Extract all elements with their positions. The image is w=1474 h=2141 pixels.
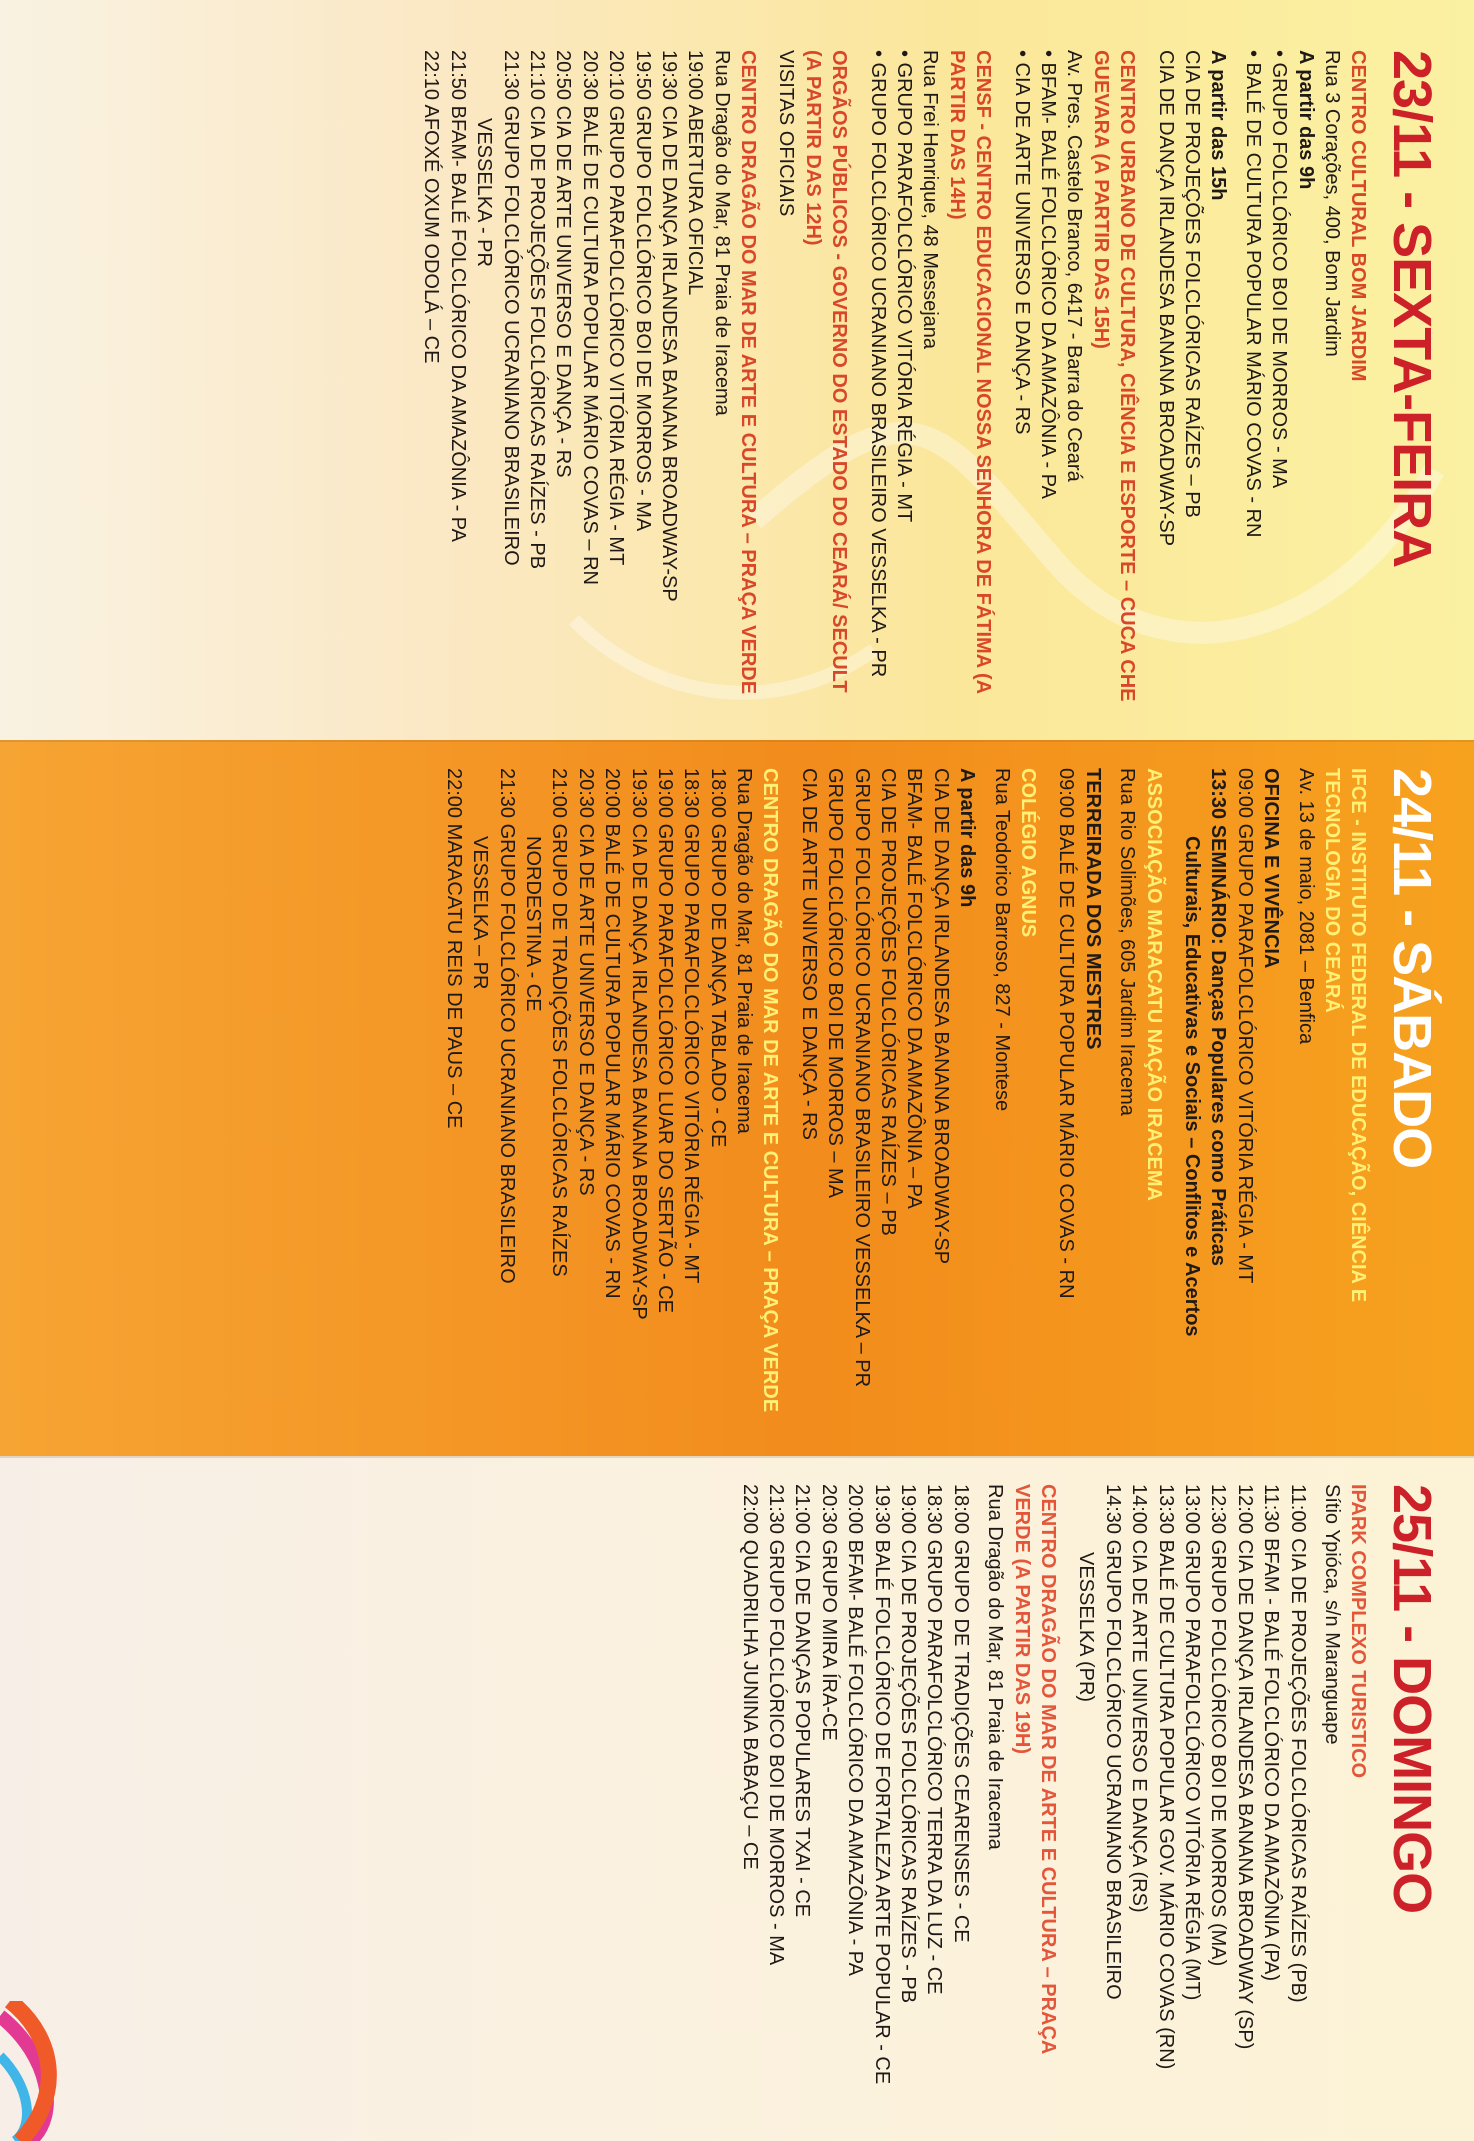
venue-heading: CENTRO DRAGÃO DO MAR DE ARTE E CULTURA – PRAÇA VERDE [759,768,782,1413]
panel-sunday [0,1456,1474,2141]
schedule-line: 20:30 CIA DE ARTE UNIVERSO E DANÇA - RS [574,768,597,1196]
schedule-line: 18:00 GRUPO DE DANÇA TABLADO - CE [706,768,729,1148]
venue-section [1053,768,1167,1440]
venue-heading: COLÉGIO AGNUS [1017,768,1040,938]
day-title: 25/11 - DOMINGO [1382,1484,1442,1914]
panel-saturday [0,740,1474,1456]
schedule-line: 12:00 CIA DE DANÇA IRLANDESA BANANA BROADWAY (SP) [1233,1484,1256,2050]
schedule-line: 11:00 CIA DE PROJEÇÕES FOLCLÓRICAS RAÍZES (PB) [1286,1484,1309,2003]
schedule-line: 21:30 GRUPO FOLCLÓRICO UCRANIANO BRASILEIRO [495,768,518,1284]
venue-heading: CENSF - CENTRO EDUCACIONAL NOSSA SENHORA DE FÁTIMA (A PARTIR DAS 14H) [945,50,995,694]
schedule-line: 18:30 GRUPO PARAFOLCLÓRICO TERRA DA LUZ - CE [923,1484,946,1995]
schedule-line: Rua Dragão do Mar, 81 Praia de Iracema [710,50,733,416]
venue-heading: ASSOCIAÇÃO MARACATU NAÇÃO IRACEMA [1142,768,1165,1201]
schedule-line: • BFAM- BALÉ FOLCLÓRICO DA AMAZÔNIA - PA [1037,50,1060,499]
schedule-sections [418,50,1371,710]
schedule-line: A partir das 15h [1207,50,1230,201]
schedule-line: CIA DE PROJEÇÕES FOLCLÓRICAS RAÍZES – PB [877,768,900,1236]
spacer [1284,768,1292,1440]
venue-heading: IPARK COMPLEXO TURISTICO [1347,1484,1370,1779]
venue-section [1179,768,1372,1440]
venue-section [796,768,1042,1440]
schedule-line: CIA DE DANÇA IRLANDESA BANANA BROADWAY-SP [1154,50,1177,547]
schedule-line: Rua Dragão do Mar, 81 Praia de Iracema [733,768,756,1134]
schedule-line: 11:30 BFAM - BALÉ FOLCLÓRICO DA AMAZÔNIA (PA) [1260,1484,1283,1982]
venue-section [418,50,761,710]
fold-line [0,740,1474,742]
schedule-sections [736,1484,1371,2124]
schedule-line: 22:00 MARACATU REIS DE PAUS – CE [442,768,465,1129]
schedule-line: 21:00 GRUPO DE TRADIÇÕES FOLCLÓRICAS RAÍZES [548,768,571,1277]
spacer [1311,1484,1319,2124]
schedule-sections [440,768,1371,1440]
schedule-line: 18:30 GRUPO PARAFOLCLÓRICO VITÓRIA RÉGIA - MT [680,768,703,1284]
panel-sunday-content [20,1484,1440,2124]
schedule-line: GRUPO FOLCLÓRICO UCRANIANO BRASILEIRO VESSELKA – PR [850,768,873,1388]
schedule-line: Rua 3 Corações, 400, Bom Jardim [1320,50,1343,357]
schedule-line: 22:00 QUADRILHA JUNINA BABAÇU – CE [738,1484,761,1870]
venue-heading: IFCE - INSTITUTO FEDERAL DE EDUCAÇÃO, CIÊNCIA E TECNOLOGIA DO CEARÁ [1320,768,1370,1303]
schedule-line: A partir das 9h [1294,50,1317,190]
schedule-line: BFAM- BALÉ FOLCLÓRICO DA AMAZÔNIA – PA [903,768,926,1209]
venue-heading: CENTRO DRAGÃO DO MAR DE ARTE E CULTURA – PRAÇA VERDE (A PARTIR DAS 19H) [1010,1484,1060,2054]
schedule-line: VESSELKA - PR [473,118,496,267]
schedule-line: 20:30 GRUPO MIRA ÍRA-CE [817,1484,840,1741]
panel-friday-content [20,50,1440,710]
schedule-line: TERREIRADA DOS MESTRES [1081,768,1104,1050]
schedule-line: CIA DE DANÇA IRLANDESA BANANA BROADWAY-SP [929,768,952,1265]
schedule-line: 09:00 BALÉ DE CULTURA POPULAR MÁRIO COVAS - RN [1055,768,1078,1299]
schedule-line: 20:00 BALÉ DE CULTURA POPULAR MÁRIO COVAS - RN [601,768,624,1299]
schedule-line: 19:30 BALÉ FOLCLÓRICO DE FORTALEZA ARTE POPULAR - CE [870,1484,893,2085]
schedule-line: 20:10 GRUPO PARAFOLCLÓRICO VITÓRIA RÉGIA - MT [605,50,628,566]
schedule-line: Rua Teodorico Barroso, 827 - Montese [990,768,1013,1112]
venue-section [1152,50,1371,710]
schedule-line: 21:10 CIA DE PROJEÇÕES FOLCLÓRICAS RAÍZES - PB [525,50,548,570]
schedule-line: 19:00 GRUPO PARAFOLCLÓRICO LUAR DO SERTÃO - CE [653,768,676,1313]
schedule-line: OFICINA E VIVÊNCIA [1260,768,1283,969]
schedule-line: Av. 13 de maio, 2081 – Benfica [1294,768,1317,1045]
venue-heading: ORGÃOS PÚBLICOS - GOVERNO DO ESTADO DO CEARÁ/ SECULT (A PARTIR DAS 12H) [801,50,851,693]
schedule-line: VISITAS OFICIAIS [775,50,798,217]
venue-section [440,768,783,1440]
day-title: 23/11 - SEXTA-FEIRA [1382,50,1442,568]
schedule-line: • GRUPO FOLCLÓRICO UCRANIANO BRASILEIRO VESSELKA - PR [866,50,889,678]
schedule-line: 13:30 SEMINÁRIO: Danças Populares como Práticas [1207,768,1230,1266]
schedule-line: • BALÉ DE CULTURA POPULAR MÁRIO COVAS - RN [1241,50,1264,538]
schedule-line: • GRUPO PARAFOLCLÓRICO VITÓRIA RÉGIA - MT [893,50,916,523]
schedule-line: GRUPO FOLCLÓRICO BOI DE MORROS – MA [824,768,847,1199]
schedule-line: CIA DE PROJEÇÕES FOLCLÓRICAS RAÍZES – PB [1180,50,1203,518]
schedule-line: Rua Dragão do Mar, 81 Praia de Iracema [984,1484,1007,1850]
schedule-line: 22:10 AFOXÉ OXUM ODOLÁ – CE [420,50,443,364]
schedule-line: 19:30 CIA DE DANÇA IRLANDESA BANANA BROADWAY-SP [627,768,650,1320]
spacer [1231,50,1239,710]
day-title: 24/11 - SÁBADO [1382,768,1442,1169]
venue-section [1008,50,1140,710]
schedule-line: VESSELKA (PR) [1075,1552,1098,1703]
schedule-line: 19:30 CIA DE DANÇA IRLANDESA BANANA BROADWAY-SP [657,50,680,602]
schedule-line: • CIA DE ARTE UNIVERSO E DANÇA - RS [1010,50,1033,435]
schedule-line: 13:00 GRUPO PARAFOLCLÓRICO VITÓRIA RÉGIA (MT) [1180,1484,1203,2001]
schedule-line: 19:00 CIA DE PROJEÇÕES FOLCLÓRICAS RAÍZES - PB [897,1484,920,2004]
venue-section [864,50,996,710]
schedule-line: Culturais, Educativas e Sociais – Conflitos e Acertos [1180,836,1203,1337]
venue-heading: CENTRO DRAGÃO DO MAR DE ARTE E CULTURA – PRAÇA VERDE [737,50,760,695]
schedule-line: 21:50 BFAM- BALÉ FOLCLÓRICO DA AMAZÔNIA - PA [446,50,469,543]
fold-line [0,1456,1474,1458]
schedule-line: 13:30 BALÉ DE CULTURA POPULAR GOV. MÁRIO COVAS (RN) [1154,1484,1177,2070]
schedule-line: 20:50 CIA DE ARTE UNIVERSO E DANÇA - RS [552,50,575,478]
schedule-line: 21:00 CIA DE DANÇAS POPULARES TXAI - CE [791,1484,814,1918]
schedule-line: Rua Frei Henrique, 48 Messejana [919,50,942,350]
schedule-line: 14:00 CIA DE ARTE UNIVERSO E DANÇA (RS) [1128,1484,1151,1913]
spacer [980,768,988,1440]
venue-section [773,50,852,710]
schedule-line: CIA DE ARTE UNIVERSO E DANÇA - RS [797,768,820,1140]
panel-friday [0,0,1474,740]
schedule-line: • GRUPO FOLCLÓRICO BOI DE MORROS - MA [1268,50,1291,489]
schedule-line: 14:30 GRUPO FOLCLÓRICO UCRANIANO BRASILEIRO [1101,1484,1124,2000]
schedule-line: 20:00 BFAM- BALÉ FOLCLÓRICO DA AMAZÔNIA - PA [844,1484,867,1977]
venue-heading: CENTRO URBANO DE CULTURA, CIÊNCIA E ESPORTE – CUCA CHE GUEVARA (A PARTIR DAS 15H) [1089,50,1139,702]
schedule-line: Rua Rio Solimões, 605 Jardim Iracema [1116,768,1139,1116]
venue-heading: CENTRO CULTURAL BOM JARDIM [1347,50,1370,382]
venue-section [1073,1484,1371,2124]
schedule-line: VESSELKA – PR [469,836,492,990]
schedule-line: 21:30 GRUPO FOLCLÓRICO UCRANIANO BRASILEIRO [499,50,522,566]
panel-saturday-content [20,768,1440,1440]
decorative-swirl [0,2001,90,2141]
schedule-line: 12:30 GRUPO FOLCLÓRICO BOI DE MORROS (MA) [1207,1484,1230,1967]
schedule-line: Sítio Ypióca, s/n Maranguape [1320,1484,1343,1745]
schedule-line: 18:00 GRUPO DE TRADIÇÕES CEARENSES - CE [949,1484,972,1943]
venue-section [736,1484,1061,2124]
schedule-line: 09:00 GRUPO PARAFOLCLÓRICO VITÓRIA RÉGIA - MT [1233,768,1256,1284]
spacer [1106,768,1114,1440]
schedule-line: A partir das 9h [956,768,979,908]
schedule-line: 20:30 BALÉ DE CULTURA POPULAR MÁRIO COVAS – RN [578,50,601,585]
schedule-line: 19:50 GRUPO FOLCLÓRICO BOI DE MORROS - MA [631,50,654,532]
schedule-line: 19:00 ABERTURA OFICIAL [684,50,707,296]
spacer [974,1484,982,2124]
schedule-line: Av. Pres. Castelo Branco, 6417 - Barra do Ceará [1063,50,1086,482]
schedule-line: NORDESTINA - CE [521,836,544,1012]
schedule-line: 21:30 GRUPO FOLCLÓRICO BOI DE MORROS - MA [765,1484,788,1966]
